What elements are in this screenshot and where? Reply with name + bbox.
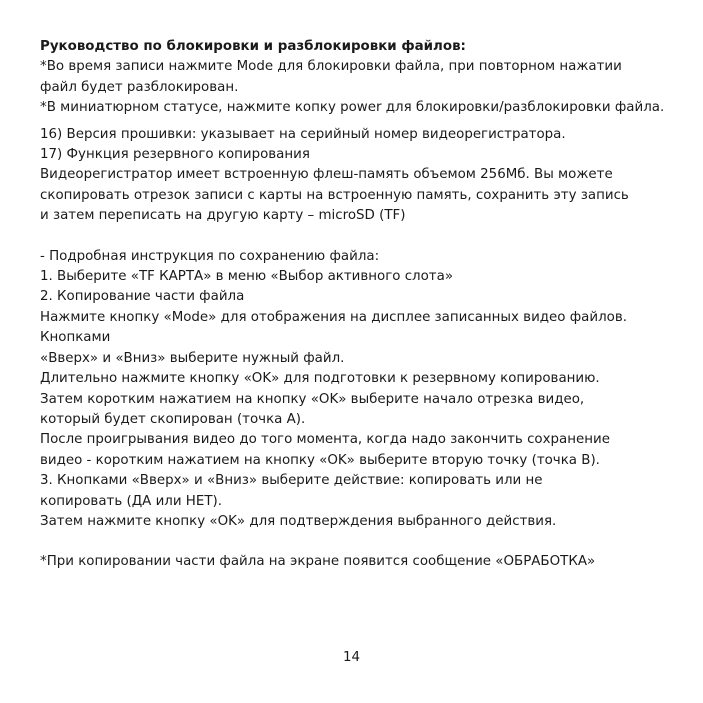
backup-intro-line: Видеорегистратор имеет встроенную флеш-память объемом 256Мб. Вы можете <box>40 167 613 183</box>
instruction-line: Затем коротким нажатием на кнопку «OK» выберите начало отрезка видео, <box>40 391 585 407</box>
page-number: 14 <box>342 650 361 665</box>
instruction-line: копировать (ДА или НЕТ). <box>40 493 222 509</box>
spacer <box>40 532 700 552</box>
instruction-line: видео - коротким нажатием на кнопку «OK» выберите вторую точку (точка В). <box>40 452 600 468</box>
firmware-section: 16) Версия прошивки: указывает на серийный номер видеорегистратора. <box>40 126 566 142</box>
instruction-line: После проигрывания видео до того момента, когда надо закончить сохранение <box>40 432 610 448</box>
instruction-line: который будет скопирован (точка А). <box>40 411 306 427</box>
backup-section-title: 17) Функция резервного копирования <box>40 147 310 163</box>
lock-note-line: *Во время записи нажмите Mode для блокировки файла, при повторном нажатии <box>40 59 622 75</box>
footnote: *При копировании части файла на экране появится сообщение «ОБРАБОТКА» <box>40 554 596 570</box>
instruction-line: 3. Кнопками «Вверх» и «Вниз» выберите действие: копировать или не <box>40 473 543 489</box>
backup-intro-line: скопировать отрезок записи с карты на встроенную память, сохранить эту запись <box>40 187 629 203</box>
instruction-line: Длительно нажмите кнопку «OK» для подготовки к резервному копированию. <box>40 371 600 387</box>
lock-note-line: файл будет разблокирован. <box>40 79 239 95</box>
backup-intro-line: и затем переписать на другую карту – microSD (TF) <box>40 208 406 224</box>
lock-note-line: *В миниатюрном статусе, нажмите копку power для блокировки/разблокировки файла. <box>40 100 665 116</box>
manual-page <box>40 37 700 573</box>
instruction-line: 2. Копирование части файла <box>40 289 245 305</box>
instruction-line: Затем нажмите кнопку «OK» для подтверждения выбранного действия. <box>40 513 557 529</box>
instruction-line: - Подробная инструкция по сохранению файла: <box>40 248 380 264</box>
spacer <box>40 227 700 247</box>
instruction-line: Нажмите кнопку «Mode» для отображения на дисплее записанных видео файлов. <box>40 309 627 325</box>
section-title: Руководство по блокировки и разблокировки файлов: <box>40 39 466 54</box>
instruction-line: 1. Выберите «TF КАРТА» в меню «Выбор активного слота» <box>40 269 454 285</box>
instruction-line: «Вверх» и «Вниз» выберите нужный файл. <box>40 350 345 366</box>
instruction-line: Кнопками <box>40 330 111 346</box>
